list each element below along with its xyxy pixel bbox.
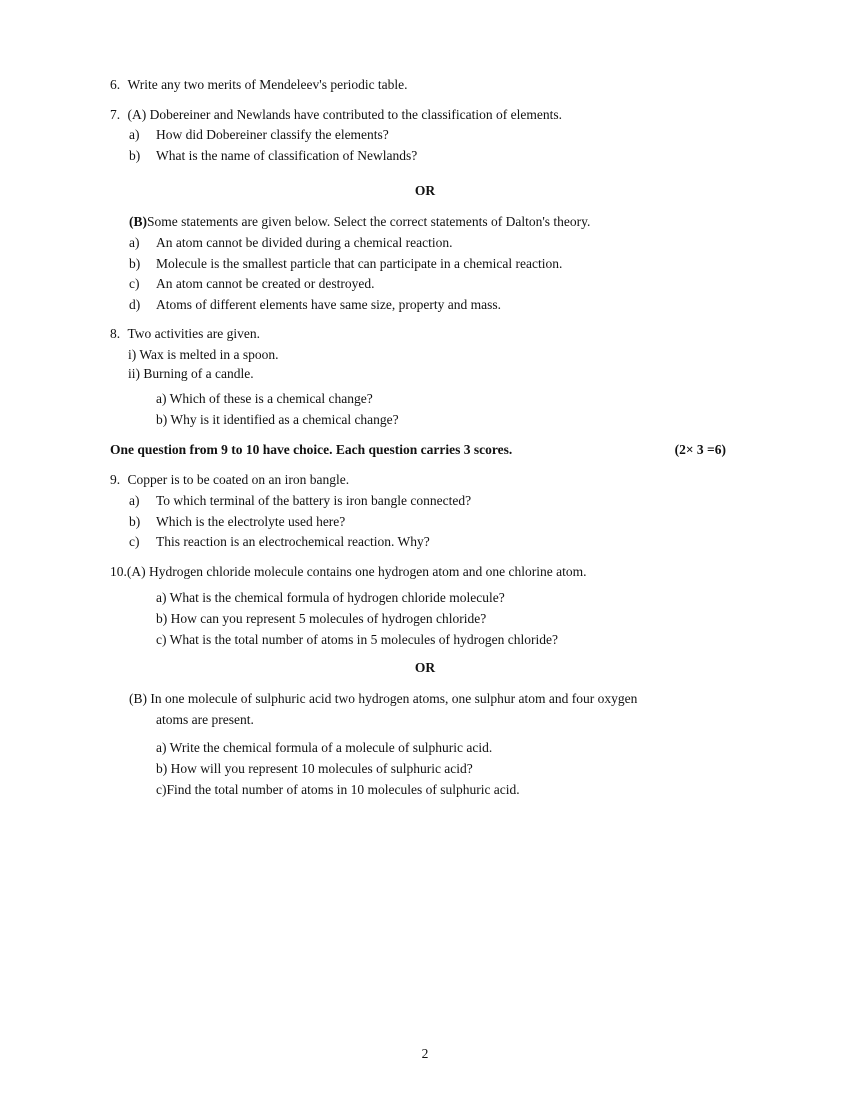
sub-item <box>129 493 472 509</box>
sub-item-label: b) <box>129 256 141 271</box>
question-number: 7. <box>110 107 121 122</box>
question-number: 8. <box>110 326 121 341</box>
sub-item-label: b) <box>129 514 141 529</box>
sub-item: c)Find the total number of atoms in 10 molecules of sulphuric acid. <box>156 782 520 797</box>
sub-item-text: How did Dobereiner classify the elements? <box>156 127 389 142</box>
sub-item <box>129 276 375 292</box>
sub-item-text: An atom cannot be created or destroyed. <box>156 276 375 291</box>
question-text: Write any two merits of Mendeleev's periodic table. <box>127 77 408 92</box>
sub-item <box>129 514 346 530</box>
sub-item <box>129 256 563 272</box>
question-text: Two activities are given. <box>127 326 261 341</box>
question-number: 9. <box>110 472 121 487</box>
sub-item-text: An atom cannot be divided during a chemical reaction. <box>156 235 453 250</box>
sub-item: b) How will you represent 10 molecules of sulphuric acid? <box>156 761 473 776</box>
question-7 <box>110 107 562 123</box>
question-number: 10. <box>110 564 127 579</box>
question-10 <box>110 564 586 580</box>
question-8 <box>110 326 260 342</box>
or-divider: OR <box>414 183 436 198</box>
question-10-b-continued: atoms are present. <box>156 712 254 727</box>
sub-item <box>129 127 389 143</box>
activity-item: i) Wax is melted in a spoon. <box>128 347 279 362</box>
sub-item-label: d) <box>129 297 141 312</box>
sub-item: c) What is the total number of atoms in 5 molecules of hydrogen chloride? <box>156 632 559 647</box>
section-instruction: One question from 9 to 10 have choice. Each question carries 3 scores. <box>110 442 513 457</box>
sub-item: b) How can you represent 5 molecules of hydrogen chloride? <box>156 611 487 626</box>
sub-item: a) Which of these is a chemical change? <box>156 391 373 406</box>
or-divider: OR <box>414 660 436 675</box>
sub-item-label: a) <box>129 127 140 142</box>
sub-item <box>129 534 430 550</box>
question-9 <box>110 472 349 488</box>
page-number: 2 <box>421 1046 429 1061</box>
sub-item-label: c) <box>129 534 140 549</box>
activity-item: ii) Burning of a candle. <box>128 366 254 381</box>
sub-item: b) Why is it identified as a chemical change? <box>156 412 399 427</box>
sub-item-text: Molecule is the smallest particle that can participate in a chemical reaction. <box>156 256 563 271</box>
sub-item-label: a) <box>129 235 140 250</box>
sub-item-text: This reaction is an electrochemical reaction. Why? <box>156 534 430 549</box>
question-7-b <box>129 214 590 230</box>
sub-item <box>129 297 502 313</box>
sub-item <box>129 148 418 164</box>
question-text: Copper is to be coated on an iron bangle. <box>127 472 350 487</box>
sub-item-text: To which terminal of the battery is iron bangle connected? <box>156 493 472 508</box>
sub-item-label: a) <box>129 493 140 508</box>
question-6 <box>110 77 408 93</box>
sub-item-label: c) <box>129 276 140 291</box>
sub-item-text: Atoms of different elements have same size, property and mass. <box>156 297 502 312</box>
question-10-b: (B) In one molecule of sulphuric acid two hydrogen atoms, one sulphur atom and four oxygen <box>129 691 638 706</box>
sub-item: a) Write the chemical formula of a molecule of sulphuric acid. <box>156 740 493 755</box>
sub-item: a) What is the chemical formula of hydrogen chloride molecule? <box>156 590 505 605</box>
option-label: (B) <box>129 214 147 229</box>
question-text: (A) Hydrogen chloride molecule contains one hydrogen atom and one chlorine atom. <box>126 564 587 579</box>
sub-item <box>129 235 453 251</box>
question-text: (A) Dobereiner and Newlands have contributed to the classification of elements. <box>127 107 562 122</box>
sub-item-text: What is the name of classification of Newlands? <box>156 148 418 163</box>
sub-item-label: b) <box>129 148 141 163</box>
question-number: 6. <box>110 77 121 92</box>
sub-item-text: Which is the electrolyte used here? <box>156 514 346 529</box>
question-text: Some statements are given below. Select the correct statements of Dalton's theory. <box>147 214 591 229</box>
section-marks: (2× 3 =6) <box>674 442 726 457</box>
